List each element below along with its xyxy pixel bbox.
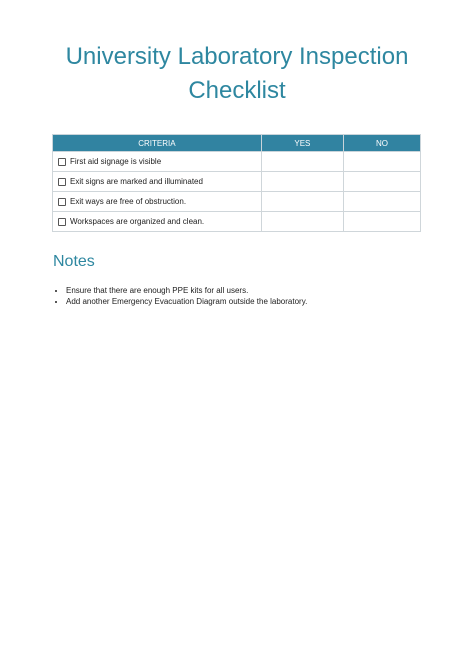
criteria-label: Exit signs are marked and illuminated [70, 177, 203, 186]
column-header-criteria: CRITERIA [53, 135, 262, 152]
yes-cell[interactable] [261, 192, 343, 212]
inspection-checklist-table [52, 134, 421, 232]
criteria-label: Exit ways are free of obstruction. [70, 197, 187, 206]
criteria-cell [53, 172, 262, 192]
page-title: University Laboratory Inspection Checklist [65, 43, 409, 104]
criteria-label: First aid signage is visible [70, 157, 162, 166]
notes-heading: Notes [53, 253, 95, 270]
criteria-cell [53, 152, 262, 172]
checkbox-icon[interactable] [58, 198, 66, 206]
list-item: • Add another Emergency Evacuation Diagram outside the laboratory. [66, 296, 307, 307]
criteria-cell [53, 212, 262, 232]
yes-cell[interactable] [261, 212, 343, 232]
yes-cell[interactable] [261, 152, 343, 172]
yes-cell[interactable] [261, 172, 343, 192]
column-header-no: NO [343, 135, 420, 152]
no-cell[interactable] [343, 172, 420, 192]
list-item: • Ensure that there are enough PPE kits for all users. [66, 285, 307, 296]
no-cell[interactable] [343, 152, 420, 172]
checkbox-icon[interactable] [58, 178, 66, 186]
checkbox-icon[interactable] [58, 218, 66, 226]
table-row [53, 152, 421, 172]
checkbox-icon[interactable] [58, 158, 66, 166]
no-cell[interactable] [343, 212, 420, 232]
column-header-yes: YES [261, 135, 343, 152]
table-row [53, 212, 421, 232]
criteria-cell [53, 192, 262, 212]
criteria-label: Workspaces are organized and clean. [70, 217, 205, 226]
table-row [53, 172, 421, 192]
notes-list [52, 285, 307, 307]
no-cell[interactable] [343, 192, 420, 212]
table-row [53, 192, 421, 212]
table-header-row [53, 135, 421, 152]
